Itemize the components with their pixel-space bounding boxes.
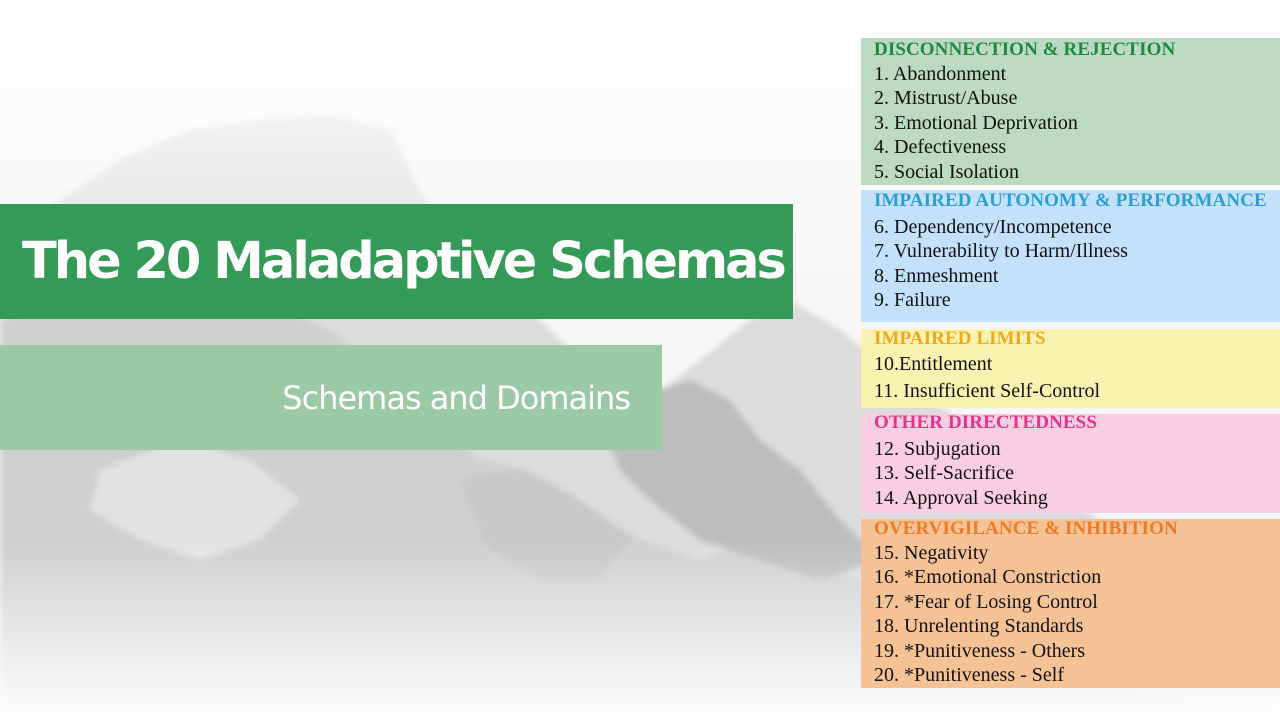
domain-title: OTHER DIRECTEDNESS xyxy=(874,414,1097,433)
domain-other-directedness xyxy=(861,414,1280,513)
schema-item: 12. Subjugation xyxy=(874,438,1001,460)
domain-title: DISCONNECTION & REJECTION xyxy=(874,39,1176,60)
schema-item: 3. Emotional Deprivation xyxy=(874,111,1078,134)
domain-title: OVERVIGILANCE & INHIBITION xyxy=(874,519,1178,539)
schema-item: 16. *Emotional Constriction xyxy=(874,566,1102,589)
schema-item: 5. Social Isolation xyxy=(874,160,1019,183)
domain-title: IMPAIRED LIMITS xyxy=(874,329,1046,349)
schema-item: 7. Vulnerability to Harm/Illness xyxy=(874,240,1128,263)
schema-list xyxy=(874,437,1280,510)
domain-overvigilance-inhibition xyxy=(861,519,1280,688)
schema-item: 20. *Punitiveness - Self xyxy=(874,663,1064,686)
schema-item: 15. Negativity xyxy=(874,542,989,564)
schema-item: 10.Entitlement xyxy=(874,353,993,375)
schema-item: 13. Self-Sacrifice xyxy=(874,462,1014,485)
domain-impaired-autonomy-performance xyxy=(861,190,1280,322)
schema-item: 19. *Punitiveness - Others xyxy=(874,639,1086,662)
schema-list xyxy=(874,352,1280,404)
slide-title: The 20 Maladaptive Schemas xyxy=(22,232,784,291)
schema-item: 8. Enmeshment xyxy=(874,264,999,287)
domain-impaired-limits xyxy=(861,329,1280,408)
title-banner xyxy=(0,204,793,319)
schema-item: 2. Mistrust/Abuse xyxy=(874,87,1018,110)
schema-list xyxy=(874,215,1280,313)
schema-item: 1. Abandonment xyxy=(874,63,1007,85)
schema-item: 14. Approval Seeking xyxy=(874,486,1048,509)
schema-item: 9. Failure xyxy=(874,289,951,312)
slide-subtitle: Schemas and Domains xyxy=(282,378,630,417)
schema-item: 6. Dependency/Incompetence xyxy=(874,216,1112,238)
schema-item: 17. *Fear of Losing Control xyxy=(874,590,1098,613)
schema-list xyxy=(874,541,1280,687)
schema-item: 11. Insufficient Self-Control xyxy=(874,380,1101,403)
schema-item: 18. Unrelenting Standards xyxy=(874,615,1084,638)
subtitle-banner xyxy=(0,345,662,450)
domain-disconnection-rejection xyxy=(861,38,1280,185)
domain-title: IMPAIRED AUTONOMY & PERFORMANCE xyxy=(874,190,1267,211)
schema-list xyxy=(874,62,1280,184)
schema-item: 4. Defectiveness xyxy=(874,136,1007,159)
